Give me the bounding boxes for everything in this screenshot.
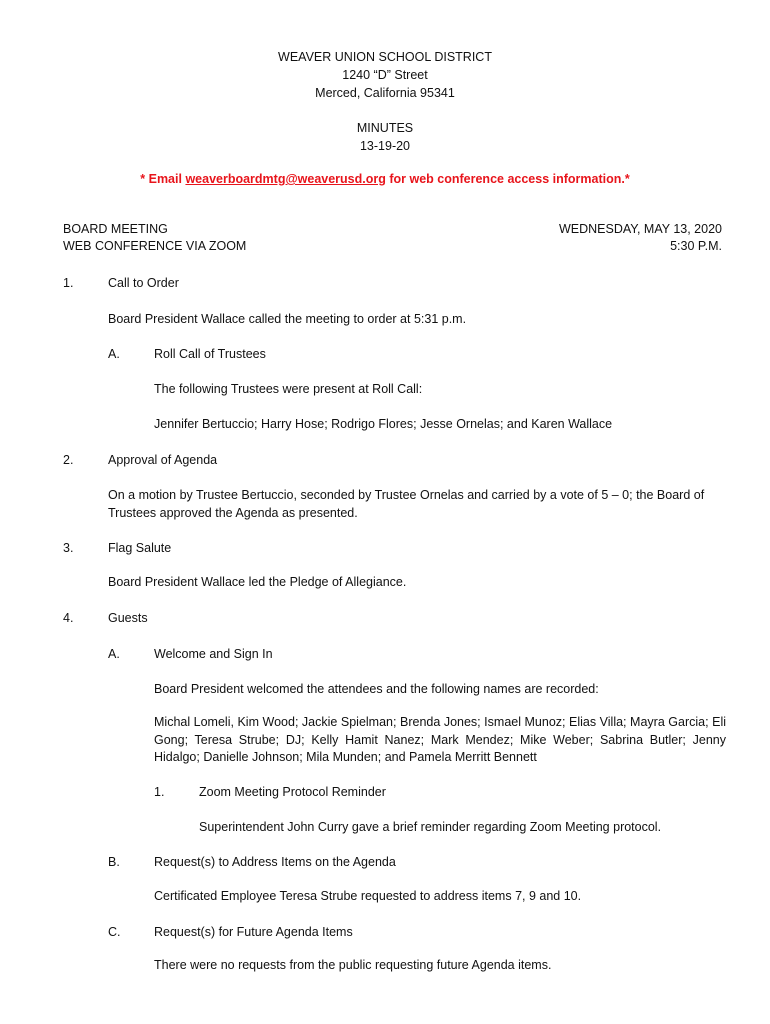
district-city: Merced, California 95341	[315, 86, 455, 100]
item-number: 4.	[63, 611, 74, 625]
subitem-title: Request(s) for Future Agenda Items	[154, 925, 353, 939]
meeting-date: WEDNESDAY, MAY 13, 2020	[558, 222, 722, 236]
notice-suffix: for web conference access information.*	[385, 172, 630, 186]
item-number: 3.	[63, 541, 74, 555]
subitem-letter: C.	[108, 925, 121, 939]
subitem-title: Roll Call of Trustees	[154, 347, 266, 361]
meeting-venue: WEB CONFERENCE VIA ZOOM	[63, 239, 247, 253]
item-text: On a motion by Trustee Bertuccio, seconded by Trustee Ornelas and carried by a vote of 5 – 0; the Board of Trustees approved the Agenda as presented.	[108, 488, 705, 520]
item-title: Approval of Agenda	[108, 453, 218, 467]
meeting-type: BOARD MEETING	[63, 222, 168, 236]
notice-prefix: * Email	[140, 172, 186, 186]
email-link[interactable]: weaverboardmtg@weaverusd.org	[185, 172, 386, 186]
attendees-list: Michal Lomeli, Kim Wood; Jackie Spielman; Brenda Jones; Ismael Munoz; Elias Villa; Mayra Garcia; Eli Gong; Teresa Strube; DJ; Kelly Hamit Nanez; Mark Mendez; Mike Weber; Sabrina Butler; Jenny Hidalgo; Danielle Johnson; Mila Munden; and Pamela Merritt Bennett	[154, 715, 726, 764]
subitem-title: Request(s) to Address Items on the Agenda	[154, 855, 396, 869]
subsubitem-text: Superintendent John Curry gave a brief reminder regarding Zoom Meeting protocol.	[199, 820, 662, 834]
subitem-text: Certificated Employee Teresa Strube requested to address items 7, 9 and 10.	[154, 889, 582, 903]
meeting-time: 5:30 P.M.	[670, 239, 722, 253]
item-number: 1.	[63, 276, 74, 290]
item-title: Flag Salute	[108, 541, 172, 555]
document-number: 13-19-20	[359, 139, 411, 153]
item-title: Guests	[108, 611, 148, 625]
item-text: Board President Wallace called the meeting to order at 5:31 p.m.	[108, 312, 467, 326]
item-number: 2.	[63, 453, 74, 467]
document-type: MINUTES	[356, 121, 414, 135]
trustees-list: Jennifer Bertuccio; Harry Hose; Rodrigo Flores; Jesse Ornelas; and Karen Wallace	[154, 417, 613, 431]
subitem-letter: A.	[108, 347, 120, 361]
access-notice	[0, 172, 770, 186]
subsubitem-title: Zoom Meeting Protocol Reminder	[199, 785, 386, 799]
subitem-text: Board President welcomed the attendees and the following names are recorded:	[154, 682, 599, 696]
subitem-title: Welcome and Sign In	[154, 647, 273, 661]
district-street: 1240 “D” Street	[342, 68, 428, 82]
subitem-text: The following Trustees were present at Roll Call:	[154, 382, 423, 396]
item-title: Call to Order	[108, 276, 179, 290]
subitem-text: There were no requests from the public requesting future Agenda items.	[154, 958, 552, 972]
subitem-letter: A.	[108, 647, 120, 661]
item-text: Board President Wallace led the Pledge of Allegiance.	[108, 575, 407, 589]
district-name: WEAVER UNION SCHOOL DISTRICT	[278, 50, 492, 64]
subitem-letter: B.	[108, 855, 120, 869]
subsubitem-number: 1.	[154, 785, 165, 799]
